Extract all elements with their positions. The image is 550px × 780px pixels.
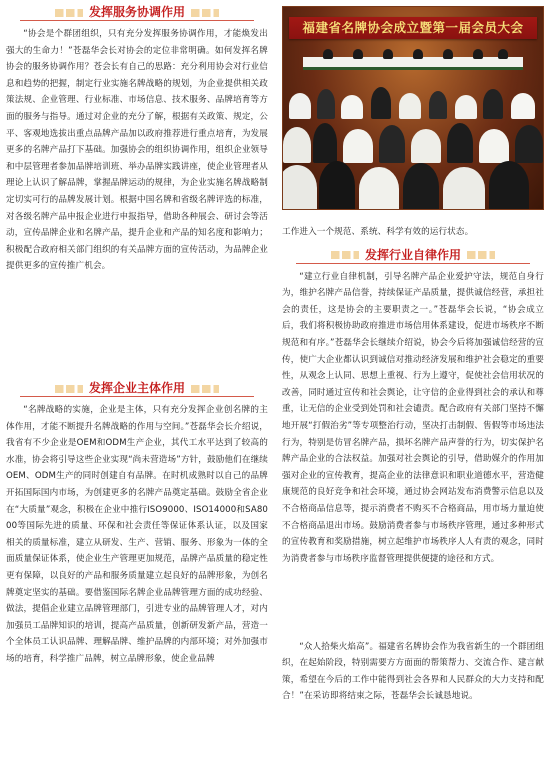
section-title: 发挥行业自律作用: [364, 247, 461, 262]
continuation-text: 工作进入一个规范、系统、科学有效的运行状态。: [282, 227, 474, 237]
heading-decoration: [467, 251, 495, 259]
audience-row: [283, 79, 543, 119]
heading-decoration: [55, 385, 83, 393]
section-paragraph: “建立行业自律机制，引导名牌产品企业爱护守法，规范自身行为，维护名牌产品信誉，持续保证产品质量，提供诚信经营，承担社会的责任，这是协会的主要职责之一。”苍磊华会长说，“协会成立后，我们将积极协助政府推进市场信用体系建设，促进市场秩序不断规范和有序。”苍磊华会长继续介绍说，协会今后将加强诚信经营的宣传，使广大企业都认识到诚信对推动经济发展和维护社会稳定的重要性，从观念上认同、思想上重视、行为上遵守，促使社会信用状况的改善，同时通过宣传和社会舆论，让守信的企业得到社会的承认和尊重，让无信的企业受到处罚和社会谴责。配合政府有关部门坚持不懈地开展“打假治劣”等专项整治行动，坚决打击制假、售假等市场违法行为，特别是仿冒名牌产品，损坏名牌产品声誉的行为，切实保护名牌产品企业的合法权益。加强对社会舆论的引导，借助媒介的作用加强对企业的宣传教育，提高企业的法律意识和职业道德水平，营造健康规范的良好竞争和社会环境，通过协会网站发布消费警示信息以及不合格商品信息等，提示消费者不购买不合格商品，用市场力量迫使不合格商品退出市场。鼓励消费者参与市场秩序管理，通过多种形式的宣传教育和奖励措施，树立起维护市场秩序人人有责的观念，同时为消费者参与市场秩序监督管理提供便捷的途径和方式。: [282, 271, 544, 564]
heading-decoration: [191, 385, 219, 393]
section-heading-service: [6, 2, 268, 22]
audience-row: [283, 157, 543, 210]
conference-photo: [282, 6, 544, 210]
section-paragraph: “众人拾柴火焰高”。福建省名牌协会作为我省新生的一个群团组织，在起始阶段，特别需要方方面面的帮策帮力、交流合作、建言献策，希望在今后的工作中能得到社会各界和人民群众的大力支持和配合！”在采访即将结束之际，苍磊华会长诚恳地说。: [282, 641, 544, 702]
heading-decoration: [55, 9, 83, 17]
heading-decoration: [331, 251, 359, 259]
section-paragraph: “协会是个群团组织，只有充分发挥服务协调作用，才能焕发出强大的生命力！”苍磊华会长对协会的定位非常明确。如何发挥名牌协会的服务协调作用？苍会长有自己的思路：充分利用协会对行业信息和趋势的把握，制定行业实施名牌战略的规划，为企业提供相关政策法规、企业管理、行业标准、市场信息、技术服务、品牌培育等方面的服务与指导。通过对企业的充分了解，根据有关政策、规定，公平、客观地选拔出重点品牌产品加以政府推荐进行重点培育，为发展更多的名牌产品打下基础。加强协会的组织协调作用，组织企业领导和中层管理者参加品牌培训班、举办品牌实践讲座，使企业管理者从理论上认识了解品牌，掌握品牌运动的规律，为企业实施名牌战略制定切实可行的品牌发展计划。根据中国名牌和省级名牌评选的标准，对各级名牌产品申报企业进行申报指导，借助各种展会、研讨会等活动，宣传品牌企业和名牌产品，提升企业和产品的知名度和影响力；积极配合政府相关部门组织的有关品牌方面的宣传活动，为品牌企业提供更多的宣传推广机会。: [6, 29, 268, 272]
right-column: [282, 224, 544, 739]
section-title: 发挥服务协调作用: [88, 5, 185, 19]
conference-banner: 福建省名牌协会成立暨第一届会员大会: [289, 17, 537, 39]
section-heading-enterprise: [6, 378, 268, 398]
left-column: [6, 0, 268, 780]
stage-table: [303, 57, 523, 70]
section-paragraph: “名牌战略的实施，企业是主体，只有充分发挥企业创名牌的主体作用，才能不断提升名牌战略的作用与空间。”苍磊华会长介绍说，我省有不少企业是OEM和ODM生产企业，其代工水平达到了较高的水准，协会将引导这些企业实现“尚未营造场”方针，鼓励他们在继续OEM、ODM生产的同时创建自有品牌。在时机成熟时以自己的品牌开拓国际国内市场，为创建更多的名牌产品奠定基础。鼓励全省企业在“大质量”观念，积极在企业中推行ISO9000、ISO14000和SA8000等国际先进的质量、环保和社会责任等保证体系认证，以及国家相关的质量标准，建立从研发、生产、营销、服务、形象为一体的全面质量保证体系，使企业生产管理更加规范，品牌产品质量的稳定性更有保障，以良好的产品和服务质量建立起良好的品牌形象，为创名牌奠定坚实的基础。要借鉴国际名牌企业品牌管理方面的成功经验、做法，提倡企业建立品牌管理部门，引进专业的品牌管理人才，对内加强员工品牌知识的培训，提高产品质量，创新研发新产品，营造一个全体员工认识品牌、理解品牌、维护品牌的内部环境；对外加强市场的培育，科学推广品牌，树立品牌形象，使企业品牌: [6, 405, 268, 664]
heading-decoration: [191, 9, 219, 17]
section-title: 发挥企业主体作用: [88, 381, 185, 395]
section-heading-selfdiscipline: [282, 245, 544, 265]
